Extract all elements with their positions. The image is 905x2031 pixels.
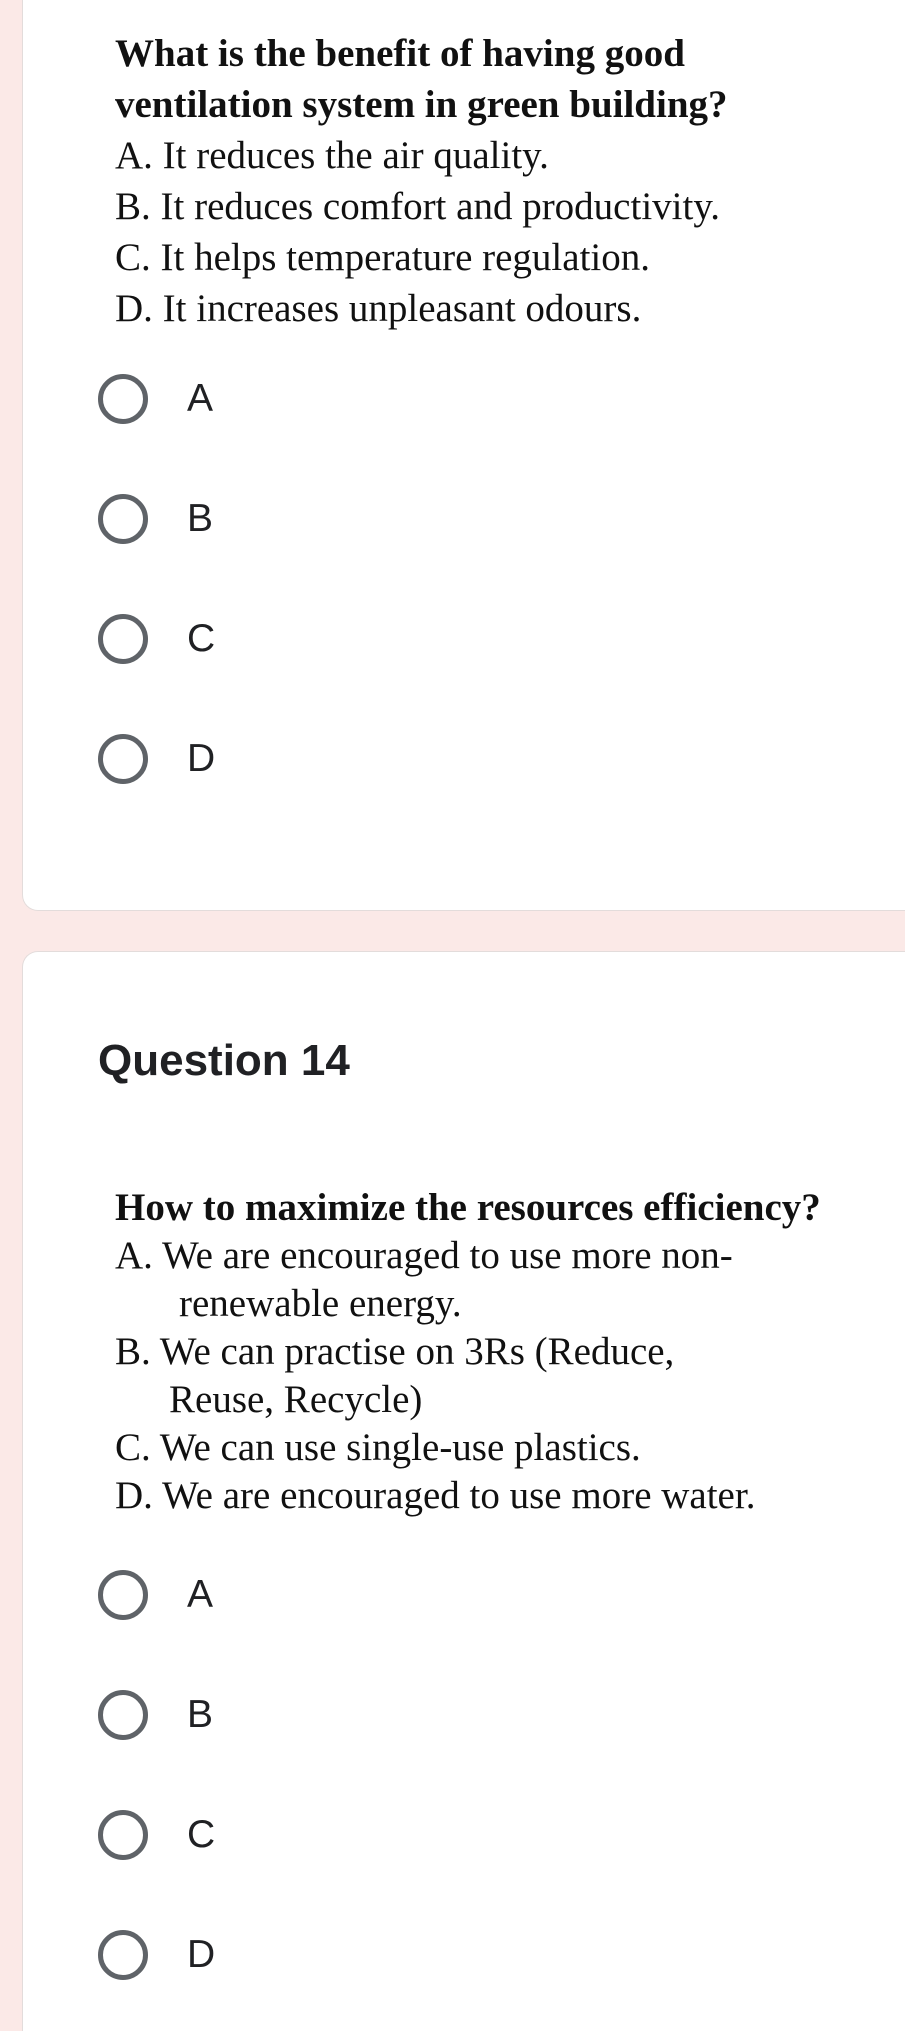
question-13-answer-c: C. It helps temperature regulation.	[115, 236, 650, 279]
question-14-answer-b-cont: Reuse, Recycle)	[169, 1378, 423, 1421]
radio-button-icon[interactable]	[98, 734, 148, 784]
radio-button-icon[interactable]	[98, 1930, 148, 1980]
question-14-option-c[interactable]	[98, 1805, 215, 1865]
question-14-text: How to maximize the resources efficiency?	[115, 1186, 821, 1229]
option-label: B	[187, 497, 214, 540]
question-13-answer-b: B. It reduces comfort and productivity.	[115, 185, 721, 228]
question-14-answer-a-cont: renewable energy.	[179, 1282, 462, 1325]
option-label: A	[187, 1573, 214, 1616]
question-13-option-b[interactable]	[98, 489, 213, 549]
question-13-text-line-1: What is the benefit of having good	[115, 32, 685, 75]
question-14-option-b[interactable]	[98, 1685, 213, 1745]
option-label: B	[187, 1693, 214, 1736]
radio-button-icon[interactable]	[98, 1570, 148, 1620]
option-label: A	[187, 377, 214, 420]
question-14-image	[115, 1184, 821, 1520]
question-13-option-a[interactable]	[98, 369, 213, 429]
option-label: C	[187, 1813, 216, 1856]
question-14-option-a[interactable]	[98, 1565, 213, 1625]
question-13-card	[22, 0, 905, 911]
question-13-text-line-2: ventilation system in green building?	[115, 83, 728, 126]
question-14-answer-d: D. We are encouraged to use more water.	[115, 1474, 756, 1517]
question-13-image	[115, 28, 728, 334]
question-14-answer-c: C. We can use single-use plastics.	[115, 1426, 641, 1469]
option-label: D	[187, 1933, 216, 1976]
option-label: D	[187, 737, 216, 780]
question-13-answer-d: D. It increases unpleasant odours.	[115, 287, 642, 330]
radio-button-icon[interactable]	[98, 374, 148, 424]
radio-button-icon[interactable]	[98, 1690, 148, 1740]
question-14-option-d[interactable]	[98, 1925, 215, 1985]
question-14-answer-a: A. We are encouraged to use more non-	[115, 1234, 733, 1277]
radio-button-icon[interactable]	[98, 1810, 148, 1860]
question-14-card	[22, 951, 905, 2031]
radio-button-icon[interactable]	[98, 494, 148, 544]
question-title: Question 14	[98, 1036, 350, 1085]
radio-button-icon[interactable]	[98, 614, 148, 664]
question-13-answer-a: A. It reduces the air quality.	[115, 134, 549, 177]
question-13-option-d[interactable]	[98, 729, 215, 789]
option-label: C	[187, 617, 216, 660]
question-14-answer-b: B. We can practise on 3Rs (Reduce,	[115, 1330, 675, 1373]
question-13-option-c[interactable]	[98, 609, 215, 669]
